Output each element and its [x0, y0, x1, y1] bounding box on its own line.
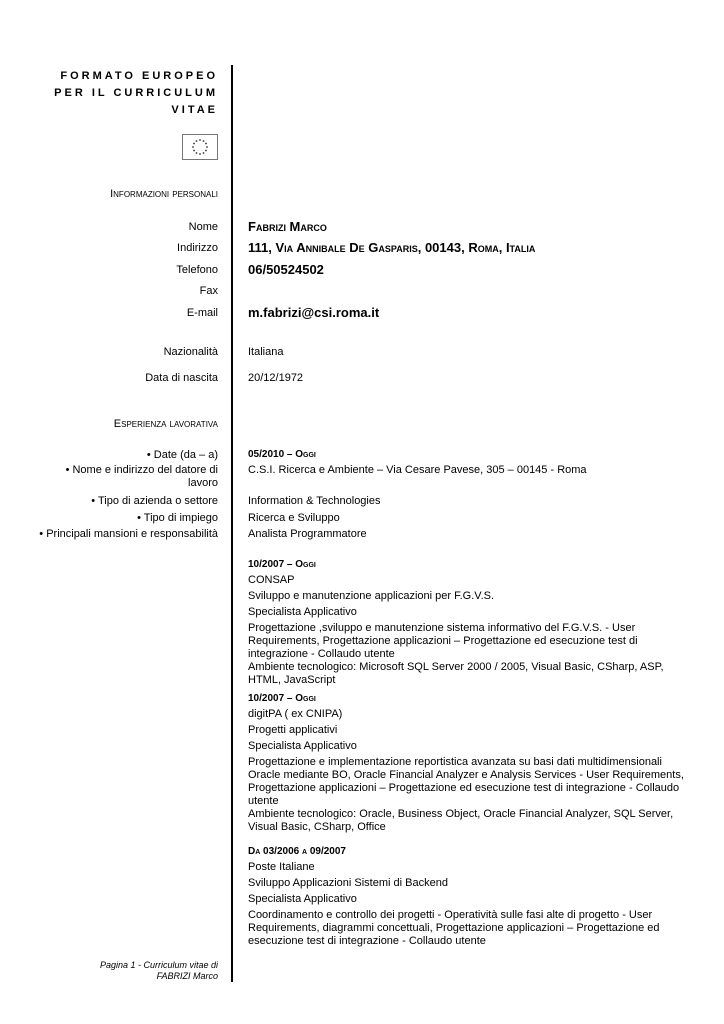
value-nationality: Italiana — [248, 346, 284, 358]
label-sector: • Tipo di azienda o settore — [91, 495, 218, 507]
footer-line-2: FABRIZI Marco — [156, 971, 218, 981]
section-title-personal: Informazioni personali — [110, 188, 218, 200]
label-phone: Telefono — [176, 264, 218, 276]
label-name: Nome — [188, 221, 218, 233]
job-2-date: 10/2007 – Oggi — [248, 559, 316, 570]
job-3-description: Progettazione e implementazione reportistica avanzata su basi dati multidimensionali Oracle mediante BO, Oracle Financial Analyzer e Analysis Services - User Requirements, Progettazione applicazioni – Progettazione ed esecuzione test di integrazione - Collaudo utente — [248, 756, 684, 807]
label-fax: Fax — [199, 285, 218, 297]
value-birthdate: 20/12/1972 — [248, 372, 304, 384]
title-line-2: PER IL CURRICULUM — [54, 87, 218, 99]
job-entry-4 — [248, 845, 688, 948]
job-2-tech-environment: Ambiente tecnologico: Microsoft SQL Server 2000 / 2005, Visual Basic, CSharp, ASP, HTML, JavaScript — [248, 661, 664, 686]
label-employer: • Nome e indirizzo del datore di lavoro — [65, 464, 218, 489]
job-3-date: 10/2007 – Oggi — [248, 693, 316, 704]
page-footer — [38, 960, 218, 982]
footer-line-1: Pagina 1 - Curriculum vitae di — [99, 960, 218, 970]
job-1-date: 05/2010 – Oggi — [248, 449, 316, 460]
job-4-sector: Sviluppo Applicazioni Sistemi di Backend — [248, 877, 448, 889]
eu-flag-icon — [182, 134, 218, 160]
job-1-role: Analista Programmatore — [248, 528, 367, 540]
job-3-type: Specialista Applicativo — [248, 740, 357, 752]
job-2-sector: Sviluppo e manutenzione applicazioni per F.G.V.S. — [248, 590, 495, 602]
job-entry-1 — [248, 448, 688, 480]
job-4-type: Specialista Applicativo — [248, 893, 357, 905]
value-phone: 06/50524502 — [248, 262, 324, 277]
job-1-employer: C.S.I. Ricerca e Ambiente – Via Cesare Pavese, 305 – 00145 - Roma — [248, 464, 587, 476]
value-name: Fabrizi Marco — [248, 219, 327, 234]
label-address: Indirizzo — [177, 242, 218, 254]
label-duties: • Principali mansioni e responsabilità — [39, 528, 218, 540]
job-3-employer: digitPA ( ex CNIPA) — [248, 708, 343, 720]
job-3-sector: Progetti applicativi — [248, 724, 338, 736]
value-address: 111, Via Annibale De Gasparis, 00143, Roma, Italia — [248, 240, 536, 255]
title-line-1: FORMATO EUROPEO — [60, 70, 218, 82]
job-4-employer: Poste Italiane — [248, 861, 315, 873]
job-2-description: Progettazione ,sviluppo e manutenzione sistema informativo del F.G.V.S. - User Requirements, Progettazione applicazioni – Progettazione ed esecuzione test di integrazione - Collaudo utente — [248, 622, 638, 660]
job-entry-3 — [248, 692, 688, 834]
vertical-divider — [231, 65, 233, 982]
job-4-description: Coordinamento e controllo dei progetti - Operatività sulle fasi alte di progetto - User Requirements, diagrammi concettuali, Progettazione applicazioni – Progettazione ed esecuzione test di integrazione - Collaudo utente — [248, 909, 660, 947]
label-nationality: Nazionalità — [163, 346, 218, 358]
label-email: E-mail — [186, 307, 218, 319]
job-2-employer: CONSAP — [248, 574, 295, 586]
job-4-date: Da 03/2006 a 09/2007 — [248, 846, 346, 857]
section-title-experience: Esperienza lavorativa — [113, 418, 218, 430]
job-1-sector: Information & Technologies — [248, 495, 381, 507]
label-dates: • Date (da – a) — [146, 449, 218, 461]
title-line-3: VITAE — [171, 104, 218, 116]
label-birthdate: Data di nascita — [145, 372, 218, 384]
value-email: m.fabrizi@csi.roma.it — [248, 305, 380, 320]
job-1-type: Ricerca e Sviluppo — [248, 512, 340, 524]
job-3-tech-environment: Ambiente tecnologico: Oracle, Business Object, Oracle Financial Analyzer, SQL Server, Visual Basic, CSharp, Office — [248, 808, 674, 833]
job-entry-2 — [248, 558, 688, 687]
document-title — [18, 68, 218, 119]
label-employment-type: • Tipo di impiego — [137, 512, 218, 524]
job-2-type: Specialista Applicativo — [248, 606, 357, 618]
